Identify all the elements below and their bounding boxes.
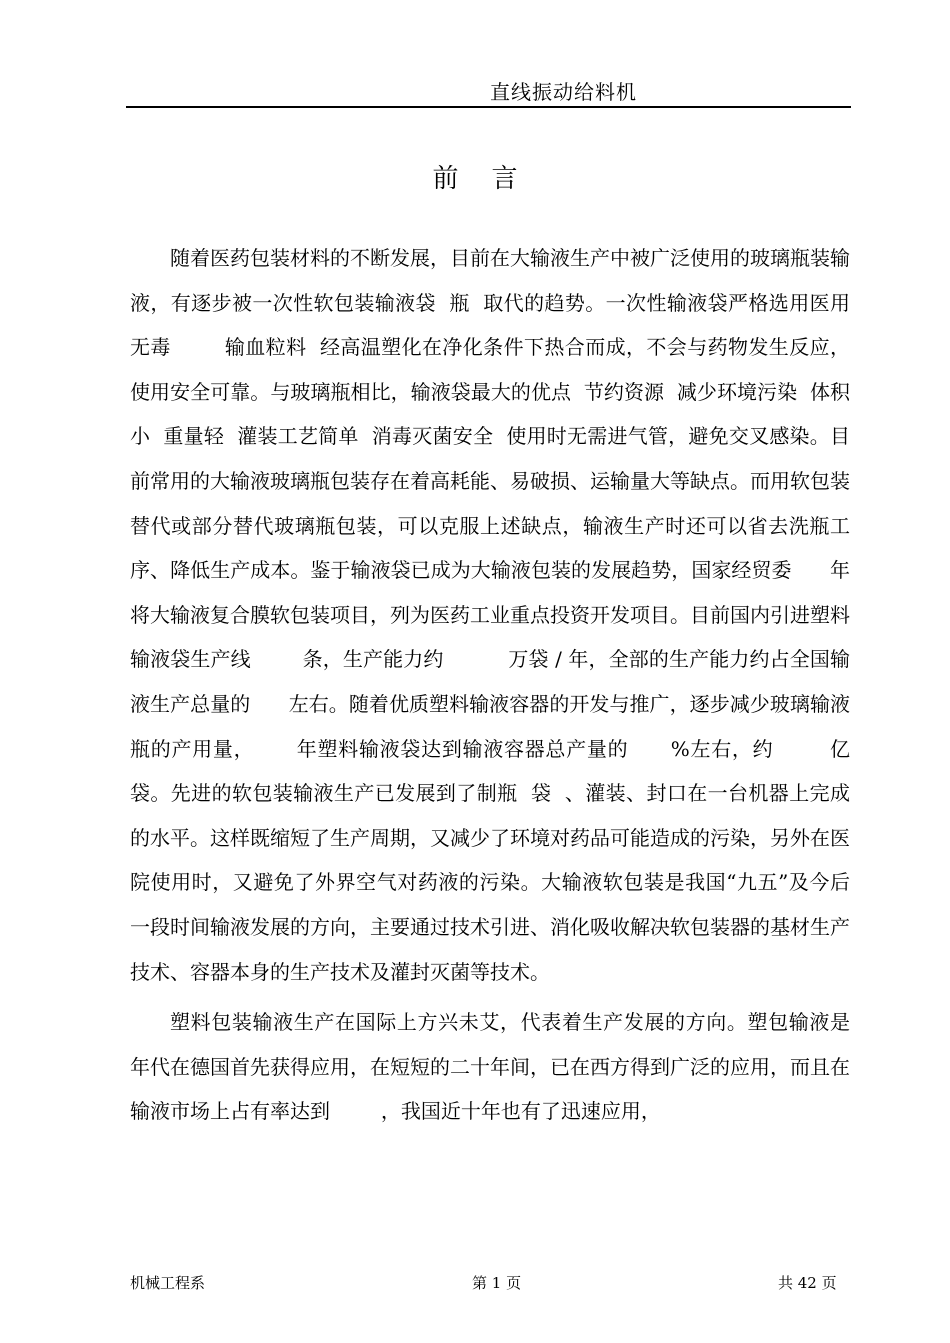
footer-page-number: 第 1 页 [472, 1274, 522, 1292]
header-rule [126, 106, 851, 108]
chapter-title: 前 言 [432, 164, 518, 194]
footer-department: 机械工程系 [130, 1274, 206, 1292]
footer-total-pages: 共 42 页 [778, 1274, 837, 1292]
paragraph: 随着医药包装材料的不断发展，目前在大输液生产中被广泛使用的玻璃瓶装输液，有逐步被一次性软包装输液袋 瓶 取代的趋势。一次性输液袋严格选用医用无毒 输血粒料 经高温塑化在净化条件下热合而成，不会与药物发生反应，使用安全可靠。与玻璃瓶相比，输液袋最大的优点 节约资源 减少环境污染 体积小 重量轻 灌装工艺简单 消毒灭菌安全 使用时无需进气管，避免交叉感染。目前常用的大输液玻璃瓶包装存在着高耗能、易破损、运输量大等缺点。而用软包装替代或部分替代玻璃瓶包装，可以克服上述缺点，输液生产时还可以省去洗瓶工序、降低生产成本。鉴于输液袋已成为大输液包装的发展趋势，国家经贸委 年将大输液复合膜软包装项目，列为医药工业重点投资开发项目。目前国内引进塑料输液袋生产线 条，生产能力约 万袋 / 年，全部的生产能力约占全国输液生产总量的 左右。随着优质塑料输液容器的开发与推广，逐步减少玻璃输液瓶的产用量， 年塑料输液袋达到输液容器总产量的 %左右，约 亿袋。先进的软包装输液生产已发展到了制瓶 袋 、灌装、封口在一台机器上完成的水平。这样既缩短了生产周期，又减少了环境对药品可能造成的污染，另外在医院使用时，又避免了外界空气对药液的污染。大输液软包装是我国“九五”及今后一段时间输液发展的方向，主要通过技术引进、消化吸收解决软包装器的基材生产技术、容器本身的生产技术及灌封灭菌等技术。 [130, 246, 850, 984]
body-text [130, 236, 901, 1134]
paragraph: 塑料包装输液生产在国际上方兴未艾，代表着生产发展的方向。塑包输液是 年代在德国首先获得应用，在短短的二十年间，已在西方得到广泛的应用，而且在输液市场上占有率达到 ，我国近十年也有了迅速应用， [130, 1010, 901, 1124]
running-header-title: 直线振动给料机 [490, 80, 637, 104]
